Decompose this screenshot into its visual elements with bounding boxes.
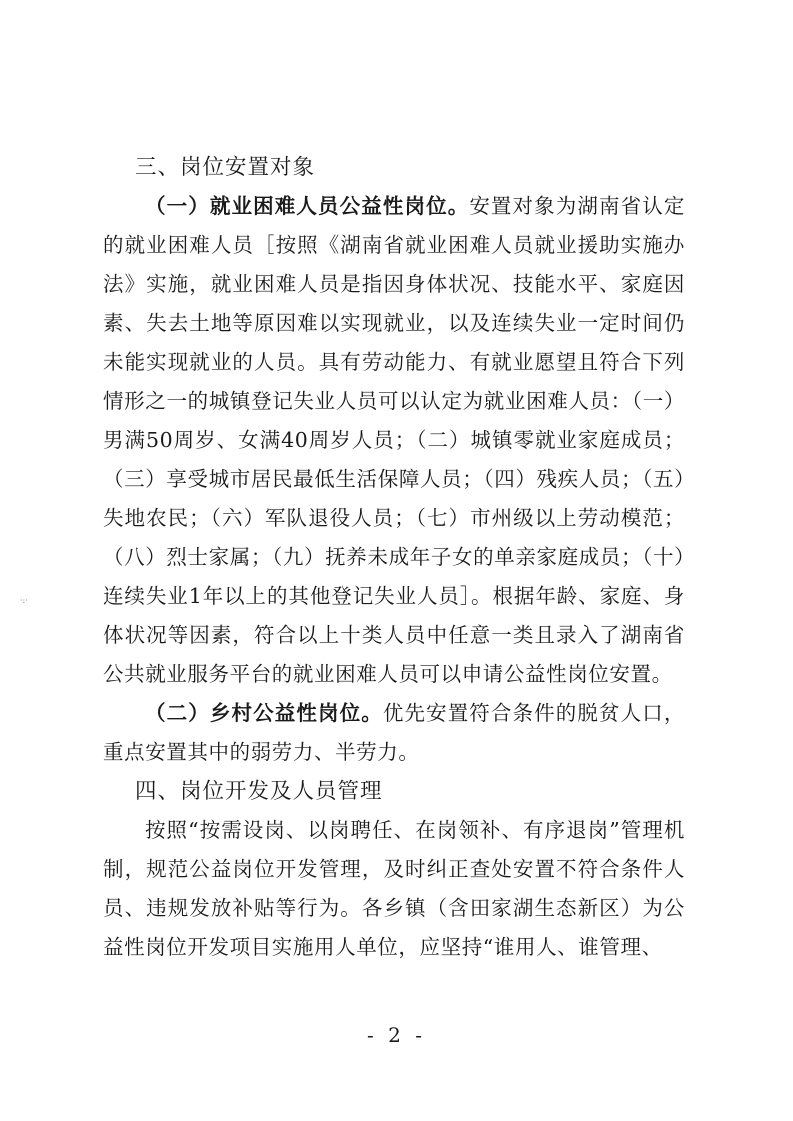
section-heading-3: 三、岗位安置对象: [135, 155, 316, 180]
paragraph-employment-difficulty: [103, 187, 685, 694]
document-body: [103, 148, 685, 967]
paragraph-rural-posts: [103, 694, 685, 772]
paragraph-text-1: 安置对象为湖南省认定的就业困难人员［按照《湖南省就业困难人员就业援助实施办法》实施，就业困难人员是指因身体状况、技能水平、家庭因素、失去土地等原因难以实现就业，以及连续失业一定时间仍未能实现就业的人员。具有劳动能力、有就业愿望且符合下列情形之一的城镇登记失业人员可以认定为就业困难人员：（一）男满50周岁、女满40周岁人员；（二）城镇零就业家庭成员；（三）享受城市居民最低生活保障人员；（四）残疾人员；（五）失地农民；（六）军队退役人员；（七）市州级以上劳动模范；（八）烈士家属；（九）抚养未成年子女的单亲家庭成员；（十）连续失业1年以上的其他登记失业人员］。根据年龄、家庭、身体状况等因素，符合以上十类人员中任意一类且录入了湖南省公共就业服务平台的就业困难人员可以申请公益性岗位安置。: [103, 194, 685, 686]
scan-artifact: ·:·: [20, 596, 28, 605]
paragraph-post-management: 按照“按需设岗、以岗聘任、在岗领补、有序退岗”管理机制，规范公益岗位开发管理，及时纠正查处安置不符合条件人员、违规发放补贴等行为。各乡镇（含田家湖生态新区）为公益性岗位开发项目实施用人单位，应坚持“谁用人、谁管理、: [103, 818, 685, 959]
section-heading-4: 四、岗位开发及人员管理: [135, 779, 383, 804]
paragraph-text-2: 优先安置符合条件的脱贫人口，重点安置其中的弱劳力、半劳力。: [103, 701, 685, 764]
paragraph-lead-2: （二）乡村公益性岗位。: [145, 701, 383, 725]
paragraph-lead-1: （一）就业困难人员公益性岗位。: [145, 194, 470, 218]
page-number: - 2 -: [367, 1023, 426, 1047]
